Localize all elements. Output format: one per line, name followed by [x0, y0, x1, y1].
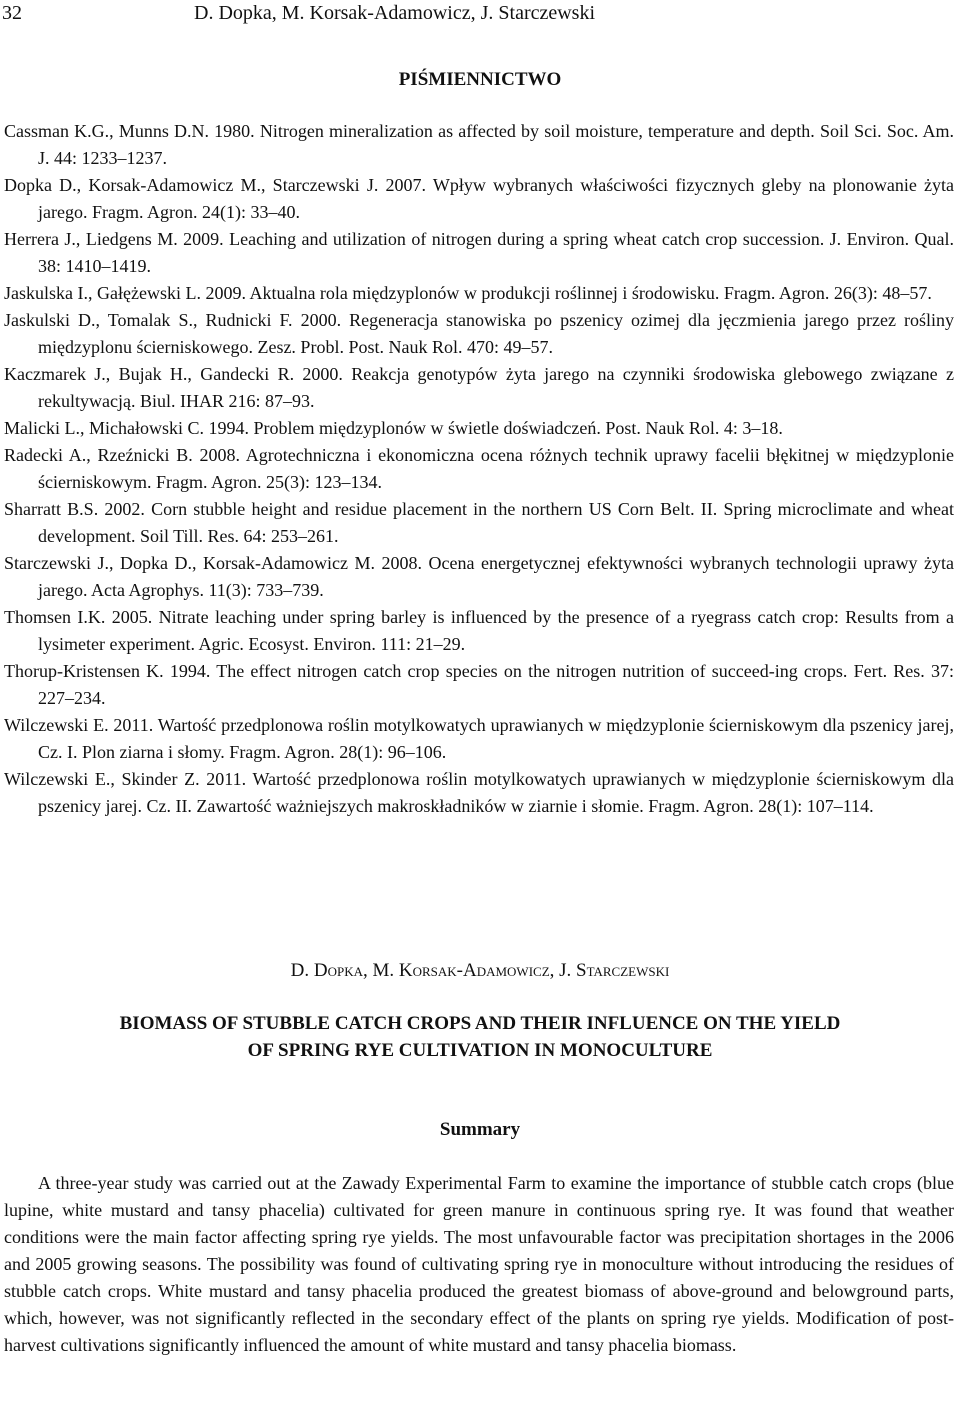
reference-entry: Jaskulska I., Gałężewski L. 2009. Aktualna rola międzyplonów w produkcji roślinnej i środowisku. Fragm. Agron. 26(3): 48–57.	[4, 283, 932, 303]
reference-entry: Dopka D., Korsak-Adamowicz M., Starczewski J. 2007. Wpływ wybranych właściwości fizycznych gleby na plonowanie żyta jarego. Fragm. Agron. 24(1): 33–40.	[4, 175, 954, 222]
reference-entry: Kaczmarek J., Bujak H., Gandecki R. 2000. Reakcja genotypów żyta jarego na czynniki środowiska glebowego związane z rekultywacją. Biul. IHAR 216: 87–93.	[4, 364, 954, 411]
reference-entry: Jaskulski D., Tomalak S., Rudnicki F. 2000. Regeneracja stanowiska po pszenicy ozimej dla jęczmienia jarego przez rośliny międzyplonu ścierniskowego. Zesz. Probl. Post. Nauk Rol. 470: 49–57.	[4, 310, 954, 357]
abstract-title-line: BIOMASS OF STUBBLE CATCH CROPS AND THEIR INFLUENCE ON THE YIELD	[119, 1013, 841, 1034]
reference-entry: Starczewski J., Dopka D., Korsak-Adamowicz M. 2008. Ocena energetycznej efektywności wybranych technologii uprawy żyta jarego. Acta Agrophys. 11(3): 733–739.	[4, 553, 954, 600]
page-number: 32	[2, 2, 22, 24]
reference-entry: Wilczewski E., Skinder Z. 2011. Wartość przedplonowa roślin motylkowatych uprawianych w międzyplonie ścierniskowym dla pszenicy jarej. Cz. II. Zawartość ważniejszych makroskładników w ziarnie i słomie. Fragm. Agron. 28(1): 107–114.	[4, 769, 954, 816]
reference-entry: Malicki L., Michałowski C. 1994. Problem międzyplonów w świetle doświadczeń. Post. Nauk Rol. 4: 3–18.	[4, 418, 783, 438]
abstract-authors: D. Dopka, M. Korsak-Adamowicz, J. Starczewski	[290, 960, 670, 981]
reference-entry: Thorup-Kristensen K. 1994. The effect nitrogen catch crop species on the nitrogen nutrition of succeed-ing crops. Fert. Res. 37: 227–234.	[4, 661, 954, 708]
summary-paragraph: A three-year study was carried out at the Zawady Experimental Farm to examine the importance of stubble catch crops (blue lupine, white mustard and tansy phacelia) cultivated for green manure in continuous spring rye. It was found that weather conditions were the main factor affecting spring rye yields. The most unfavourable factor was precipitation shortages in the 2006 and 2005 growing seasons. The possibility was found of cultivating spring rye in monoculture without introducing the residues of stubble catch crops. White mustard and tansy phacelia produced the greatest biomass of above-ground and belowground parts, which, however, was not significantly reflected in the secondary effect of the plants on spring rye yields. Modification of post-harvest cultivations significantly influenced the amount of white mustard and tansy phacelia biomass.	[4, 1173, 954, 1355]
abstract-title-line: OF SPRING RYE CULTIVATION IN MONOCULTURE	[247, 1040, 713, 1061]
reference-list	[4, 118, 954, 820]
reference-entry: Cassman K.G., Munns D.N. 1980. Nitrogen mineralization as affected by soil moisture, temperature and depth. Soil Sci. Soc. Am. J. 44: 1233–1237.	[4, 121, 954, 168]
reference-entry: Wilczewski E. 2011. Wartość przedplonowa roślin motylkowatych uprawianych w międzyplonie ścierniskowym dla pszenicy jarej, Cz. I. Plon ziarna i słomy. Fragm. Agron. 28(1): 96–106.	[4, 715, 954, 762]
abstract-title	[0, 1010, 960, 1064]
reference-entry: Herrera J., Liedgens M. 2009. Leaching and utilization of nitrogen during a spring wheat catch crop succession. J. Environ. Qual. 38: 1410–1419.	[4, 229, 954, 276]
reference-entry: Radecki A., Rzeźnicki B. 2008. Agrotechniczna i ekonomiczna ocena różnych technik uprawy facelii błękitnej w międzyplonie ścierniskowym. Fragm. Agron. 25(3): 123–134.	[4, 445, 954, 492]
running-header	[0, 0, 960, 30]
running-title: D. Dopka, M. Korsak-Adamowicz, J. Starczewski	[194, 2, 596, 24]
reference-entry: Thomsen I.K. 2005. Nitrate leaching under spring barley is influenced by the presence of a ryegrass catch crop: Results from a lysimeter experiment. Agric. Ecosyst. Environ. 111: 21–29.	[4, 607, 954, 654]
bibliography-heading: PIŚMIENNICTWO	[398, 69, 562, 90]
summary-heading: Summary	[439, 1119, 521, 1140]
reference-entry: Sharratt B.S. 2002. Corn stubble height and residue placement in the northern US Corn Belt. II. Spring microclimate and wheat development. Soil Till. Res. 64: 253–261.	[4, 499, 954, 546]
